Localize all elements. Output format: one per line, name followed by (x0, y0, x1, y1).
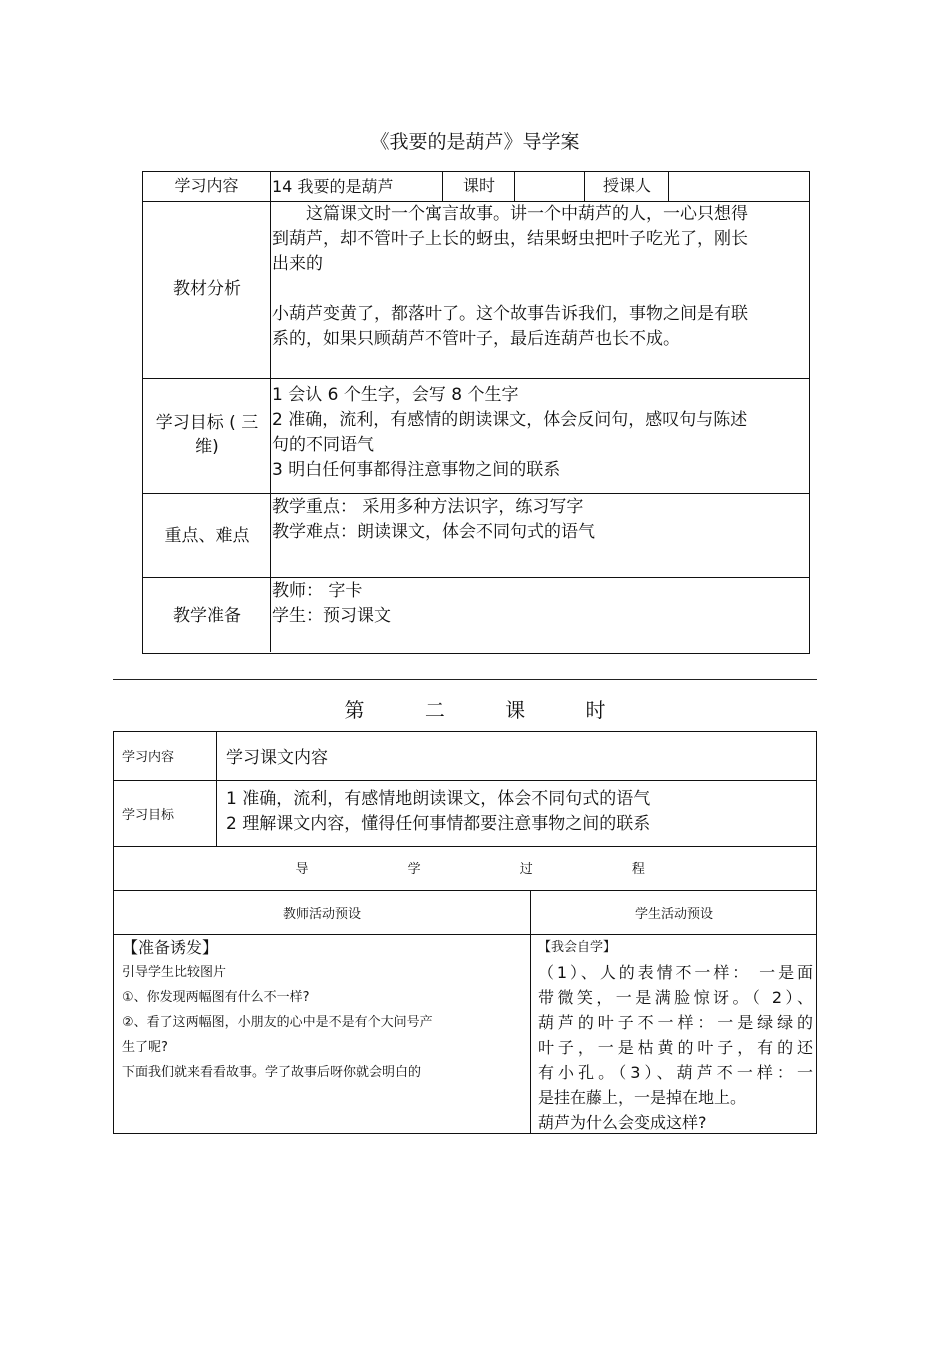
section-divider (113, 679, 817, 680)
student-activity-line: （1）、人的表情不一样： 一是面 (538, 963, 813, 982)
preparation-line: 学生：预习课文 (272, 606, 391, 626)
analysis-line: 这篇课文时一个寓言故事。讲一个中葫芦的人，一心只想得 (272, 204, 748, 224)
section-title-char: 二 (424, 698, 445, 722)
teacher-activity-line: 引导学生比较图片 (122, 965, 227, 980)
analysis-line: 小葫芦变黄了，都落叶了。这个故事告诉我们，事物之间是有联 (272, 304, 748, 324)
keypoints-label: 重点、难点 (164, 526, 250, 546)
preparation-label: 教学准备 (173, 606, 241, 626)
student-activity-line: 带微笑，一是满脸惊讶。（ 2）、 (538, 988, 813, 1007)
column-divider (584, 172, 585, 201)
student-activity-content (538, 935, 813, 1135)
teacher-activity-line: 生了呢? (122, 1040, 168, 1055)
goals-text (226, 787, 650, 837)
goals-label: 学习目标 (122, 808, 175, 823)
row-divider (143, 493, 809, 494)
student-activity-line: 有小孔。（3）、葫芦不一样：一 (538, 1063, 813, 1082)
keypoints-text (272, 495, 792, 545)
goal-line: 句的不同语气 (272, 435, 374, 455)
section-title (0, 694, 950, 723)
goal-line: 2 准确，流利，有感情的朗读课文，体会反问句，感叹句与陈述 (272, 410, 748, 430)
content-label: 学习内容 (174, 176, 239, 195)
section-title-char: 时 (585, 698, 606, 722)
student-activity-heading: 【我会自学】 (538, 940, 617, 955)
goals-label (143, 411, 271, 459)
teacher-activity-line: 下面我们就来看看故事。学了故事后呀你就会明白的 (122, 1065, 422, 1080)
goal-line: 3 明白任何事都得注意事物之间的联系 (272, 460, 561, 480)
row-divider (143, 577, 809, 578)
process-char: 学 (407, 862, 421, 877)
section-title-char: 第 (344, 698, 365, 722)
goal-line: 1 会认 6 个生字，会写 8 个生字 (272, 385, 519, 405)
row-divider (114, 780, 816, 781)
goals-text (272, 383, 792, 483)
analysis-line: 到葫芦，却不管叶子上长的蚜虫，结果蚜虫把叶子吃光了，刚长 (272, 229, 748, 249)
teacher-activity-line: ①、你发现两幅图有什么不一样? (122, 990, 310, 1005)
section-title-char: 课 (505, 698, 526, 722)
analysis-line: 出来的 (272, 254, 323, 274)
column-divider (530, 890, 531, 1133)
column-divider (216, 732, 217, 846)
analysis-line: 系的，如果只顾葫芦不管叶子，最后连葫芦也长不成。 (272, 329, 680, 349)
preparation-text (272, 579, 792, 629)
content-label: 学习内容 (122, 750, 175, 765)
goals-label-line: 学习目标 ( 三 (155, 413, 259, 433)
preparation-line: 教师： 字卡 (272, 581, 363, 601)
row-divider (114, 890, 816, 891)
goal-line: 2 理解课文内容，懂得任何事情都要注意事物之间的联系 (226, 814, 651, 834)
column-divider (442, 172, 443, 201)
analysis-label: 教材分析 (173, 279, 241, 299)
teacher-activity-content (122, 935, 522, 1085)
column-divider (668, 172, 669, 201)
analysis-text (272, 202, 792, 352)
period-label: 课时 (462, 176, 495, 195)
student-activity-header: 学生活动预设 (634, 907, 713, 922)
goal-line: 1 准确，流利，有感情地朗读课文，体会不同句式的语气 (226, 789, 651, 809)
teacher-activity-header: 教师活动预设 (282, 907, 361, 922)
keypoint-line: 教学重点： 采用多种方法识字，练习写字 (272, 497, 584, 517)
goals-label-line: 维) (195, 437, 219, 457)
teacher-label: 授课人 (602, 176, 651, 195)
process-heading (248, 858, 692, 877)
lesson-plan-table (142, 171, 810, 654)
student-activity-line: 葫芦的叶子不一样：一是绿绿的 (538, 1013, 813, 1032)
process-char: 导 (295, 862, 309, 877)
content-value: 14 我要的是葫芦 (272, 177, 394, 196)
second-period-table (113, 731, 817, 1134)
page-title: 《我要的是葫芦》导学案 (370, 131, 580, 153)
row-divider (143, 378, 809, 379)
process-char: 过 (519, 862, 533, 877)
teacher-activity-heading: 【准备诱发】 (122, 938, 219, 957)
student-activity-line: 葫芦为什么会变成这样? (538, 1113, 707, 1132)
content-value: 学习课文内容 (226, 748, 328, 768)
teacher-activity-line: ②、看了这两幅图，小朋友的心中是不是有个大问号产 (122, 1015, 433, 1030)
column-divider (514, 172, 515, 201)
keypoint-line: 教学难点：朗读课文，体会不同句式的语气 (272, 522, 595, 542)
row-divider (114, 846, 816, 847)
student-activity-line: 叶子，一是枯黄的叶子，有的还 (538, 1038, 813, 1057)
student-activity-line: 是挂在藤上，一是掉在地上。 (538, 1088, 747, 1107)
process-char: 程 (631, 862, 645, 877)
